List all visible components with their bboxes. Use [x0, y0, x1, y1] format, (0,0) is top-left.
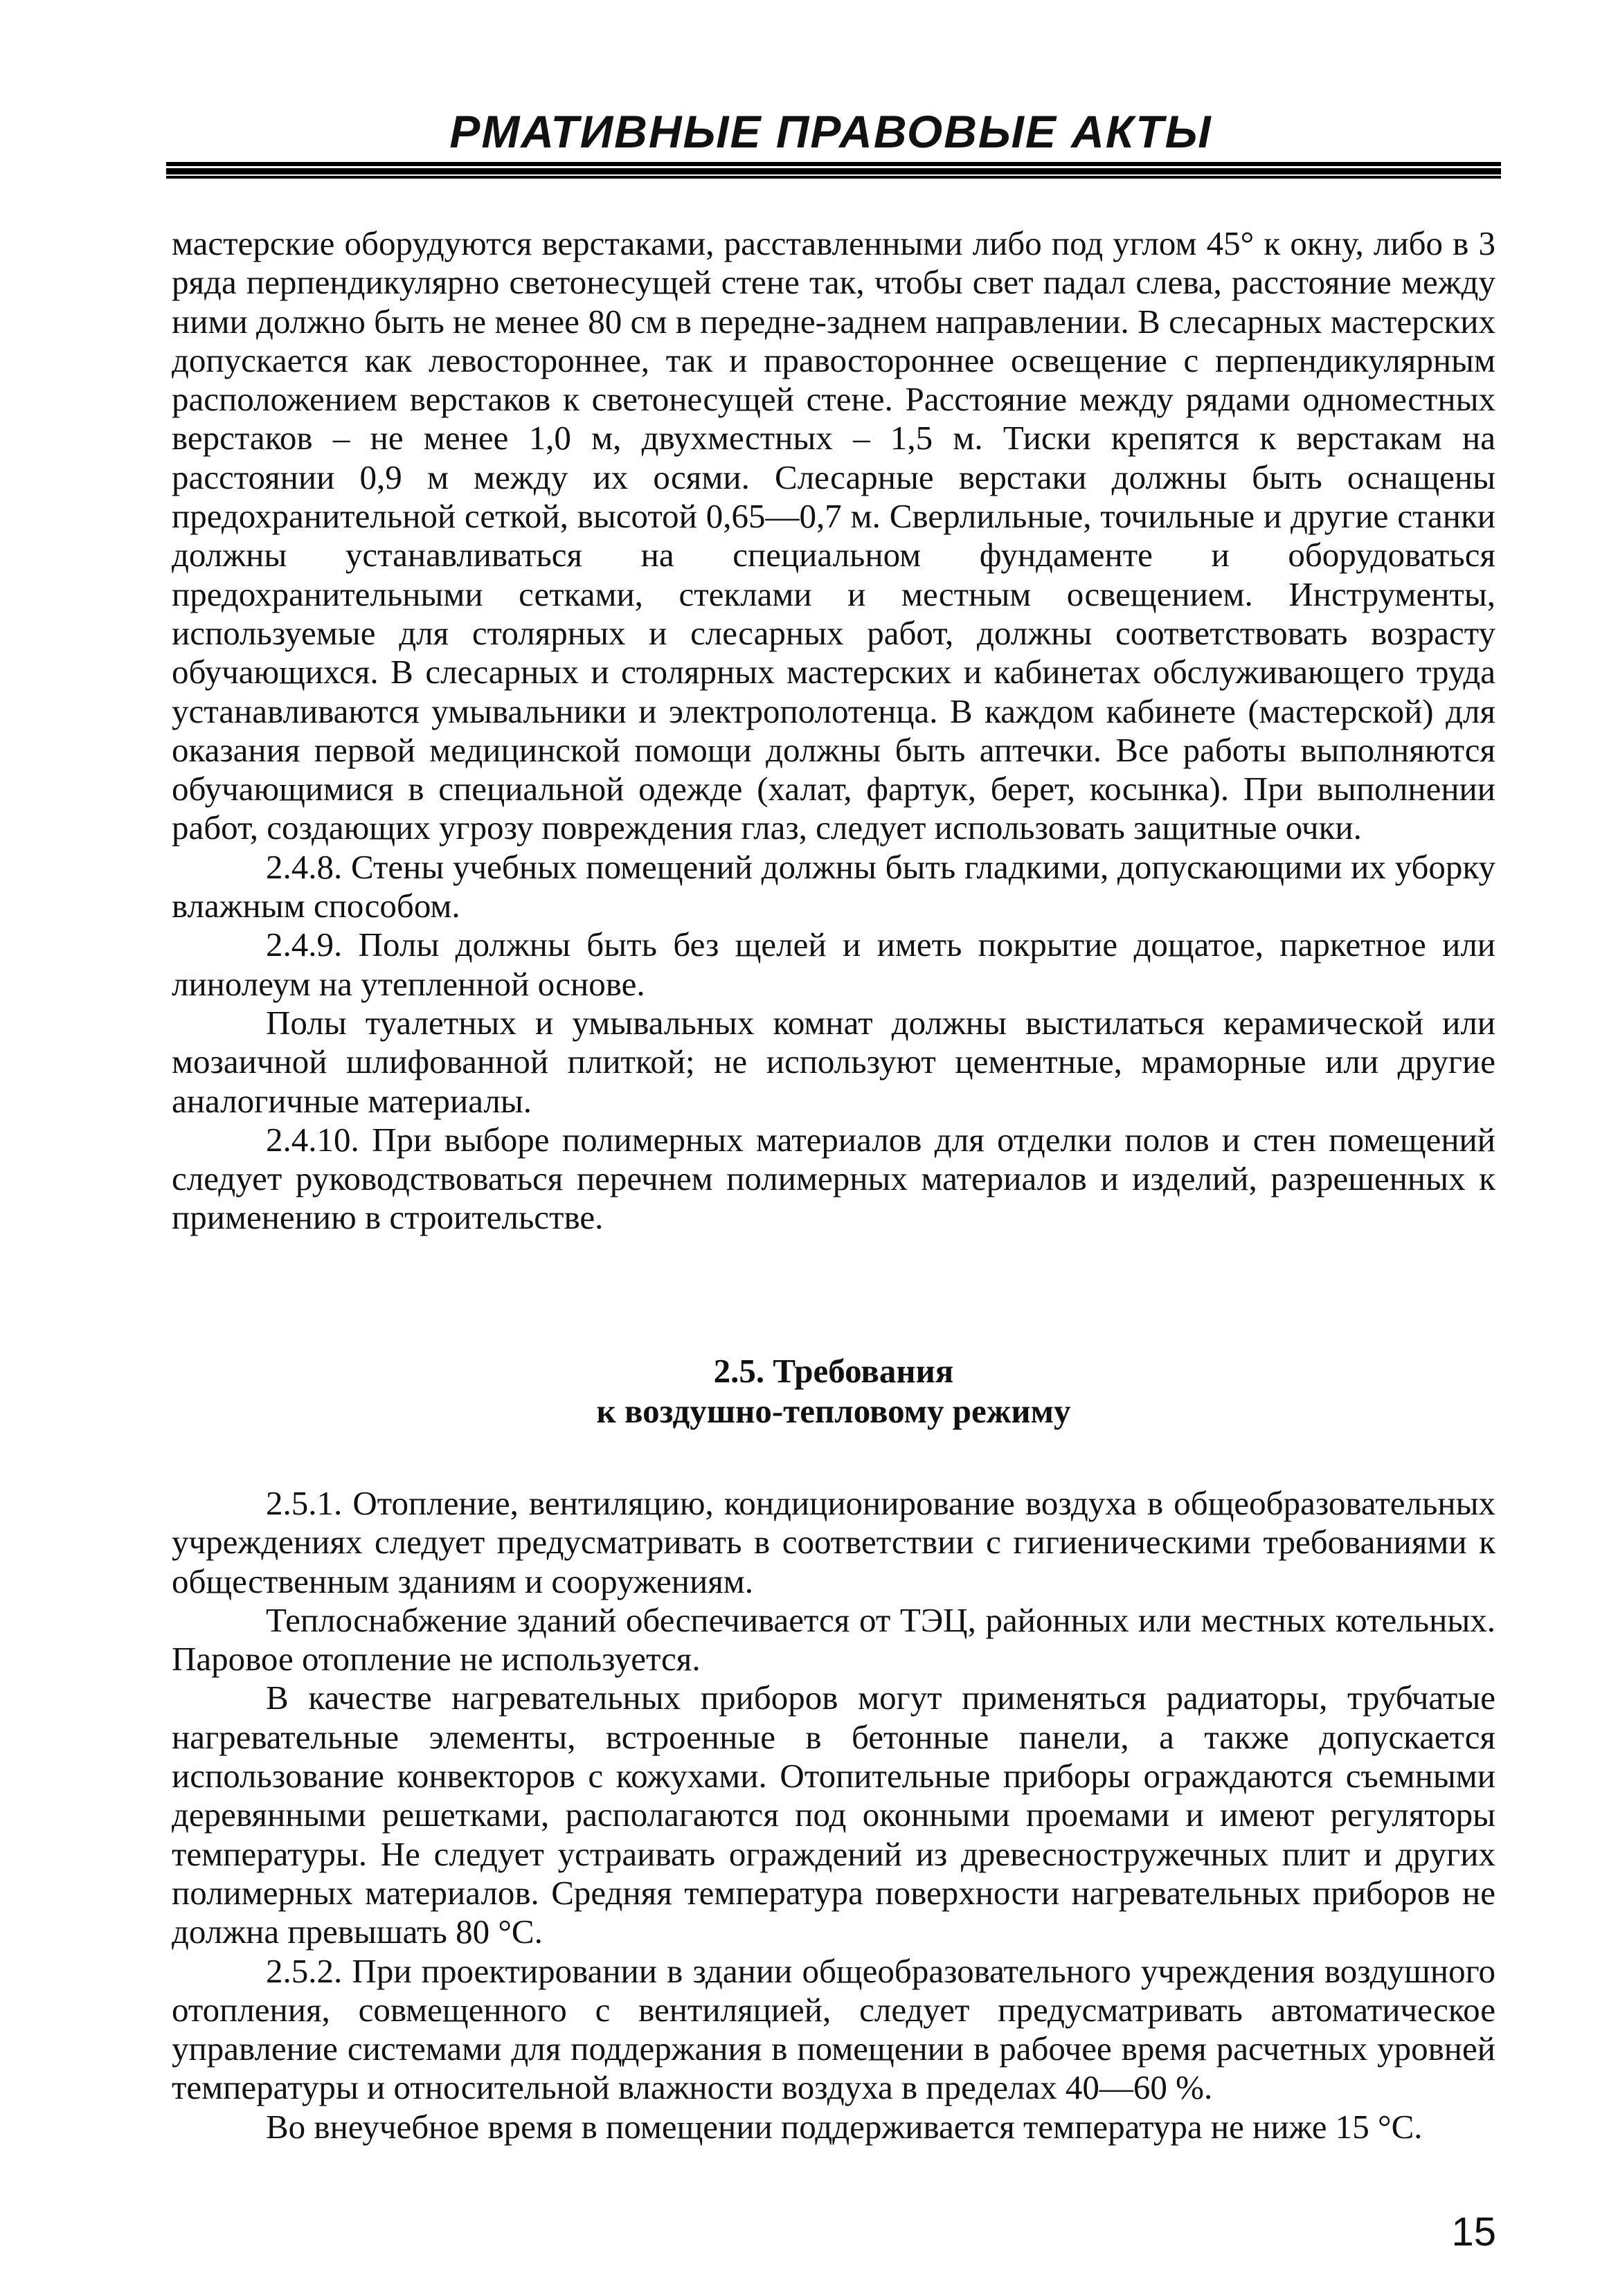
paragraph-2-4-10: 2.4.10. При выборе полимерных материалов для отделки полов и стен помещений следует руководствоваться перечнем полимерных материалов и изделий, разрешенных к применению в строительстве.	[172, 1120, 1495, 1237]
running-header-title: РМАТИВНЫЕ ПРАВОВЫЕ АКТЫ	[449, 106, 1212, 157]
section-heading-2-5	[172, 1351, 1495, 1431]
section-heading-line-1: 2.5. Требования	[713, 1352, 954, 1390]
paragraph-2-4-9: 2.4.9. Полы должны быть без щелей и иметь покрытие дощатое, паркетное или линолеум на утепленной основе.	[172, 925, 1495, 1003]
paragraph-off-hours-temperature: Во внеучебное время в помещении поддерживается температура не ниже 15 °С.	[266, 2107, 1423, 2146]
body-text-bottom	[172, 1484, 1495, 2146]
paragraph-heating-devices: В качестве нагревательных приборов могут применяться радиаторы, трубчатые нагревательные элементы, встроенные в бетонные панели, а также допускается использование конвекторов с кожухами. Отопительные приборы ограждаются съемными деревянными решетками, располагаются под оконными проемами и имеют регуляторы температуры. Не следует устраивать ограждений из древесностружечных плит и других полимерных материалов. Средняя температура поверхности нагревательных приборов не должна превышать 80 °С.	[172, 1679, 1495, 1951]
header-rule	[166, 162, 1501, 179]
body-text-top	[172, 224, 1495, 1238]
paragraph-toilet-floors: Полы туалетных и умывальных комнат должны выстилаться керамической или мозаичной шлифованной плиткой; не используют цементные, мраморные или другие аналогичные материалы.	[172, 1003, 1495, 1120]
paragraph-2-5-1: 2.5.1. Отопление, вентиляцию, кондиционирование воздуха в общеобразовательных учреждениях следует предусматривать в соответствии с гигиеническими требованиями к общественным зданиям и сооружениям.	[172, 1484, 1495, 1600]
page-number: 15	[1451, 2209, 1496, 2254]
section-heading-line-2: к воздушно-тепловому режиму	[596, 1392, 1071, 1430]
paragraph-2-5-2: 2.5.2. При проектировании в здании общеобразовательного учреждения воздушного отопления, совмещенного с вентиляцией, следует предусматривать автоматическое управление системами для поддержания в помещении в рабочее время расчетных уровней температуры и относительной влажности воздуха в пределах 40—60 %.	[172, 1951, 1495, 2107]
paragraph-heat-supply: Теплоснабжение зданий обеспечивается от ТЭЦ, районных или местных котельных. Паровое отопление не используется.	[172, 1600, 1495, 1679]
paragraph-2-4-8: 2.4.8. Стены учебных помещений должны быть гладкими, допускающими их уборку влажным способом.	[172, 847, 1495, 925]
paragraph-workshop-equipment: мастерские оборудуются верстаками, расставленными либо под углом 45° к окну, либо в 3 ряда перпендикулярно светонесущей стене так, чтобы свет падал слева, расстояние между ними должно быть не менее 80 см в передне-заднем направлении. В слесарных мастерских допускается как левостороннее, так и правостороннее освещение с перпендикулярным расположением верстаков к светонесущей стене. Расстояние между рядами одноместных верстаков – не менее 1,0 м, двухместных – 1,5 м. Тиски крепятся к верстакам на расстоянии 0,9 м между их осями. Слесарные верстаки должны быть оснащены предохранительной сеткой, высотой 0,65—0,7 м. Сверлильные, точильные и другие станки должны устанавливаться на специальном фундаменте и оборудоваться предохранительными сетками, стеклами и местным освещением. Инструменты, используемые для столярных и слесарных работ, должны соответствовать возрасту обучающихся. В слесарных и столярных мастерских и кабинетах обслуживающего труда устанавливаются умывальники и электрополотенца. В каждом кабинете (мастерской) для оказания первой медицинской помощи должны быть аптечки. Все работы выполняются обучающимися в специальной одежде (халат, фартук, берет, косынка). При выполнении работ, создающих угрозу повреждения глаз, следует использовать защитные очки.	[172, 224, 1495, 847]
